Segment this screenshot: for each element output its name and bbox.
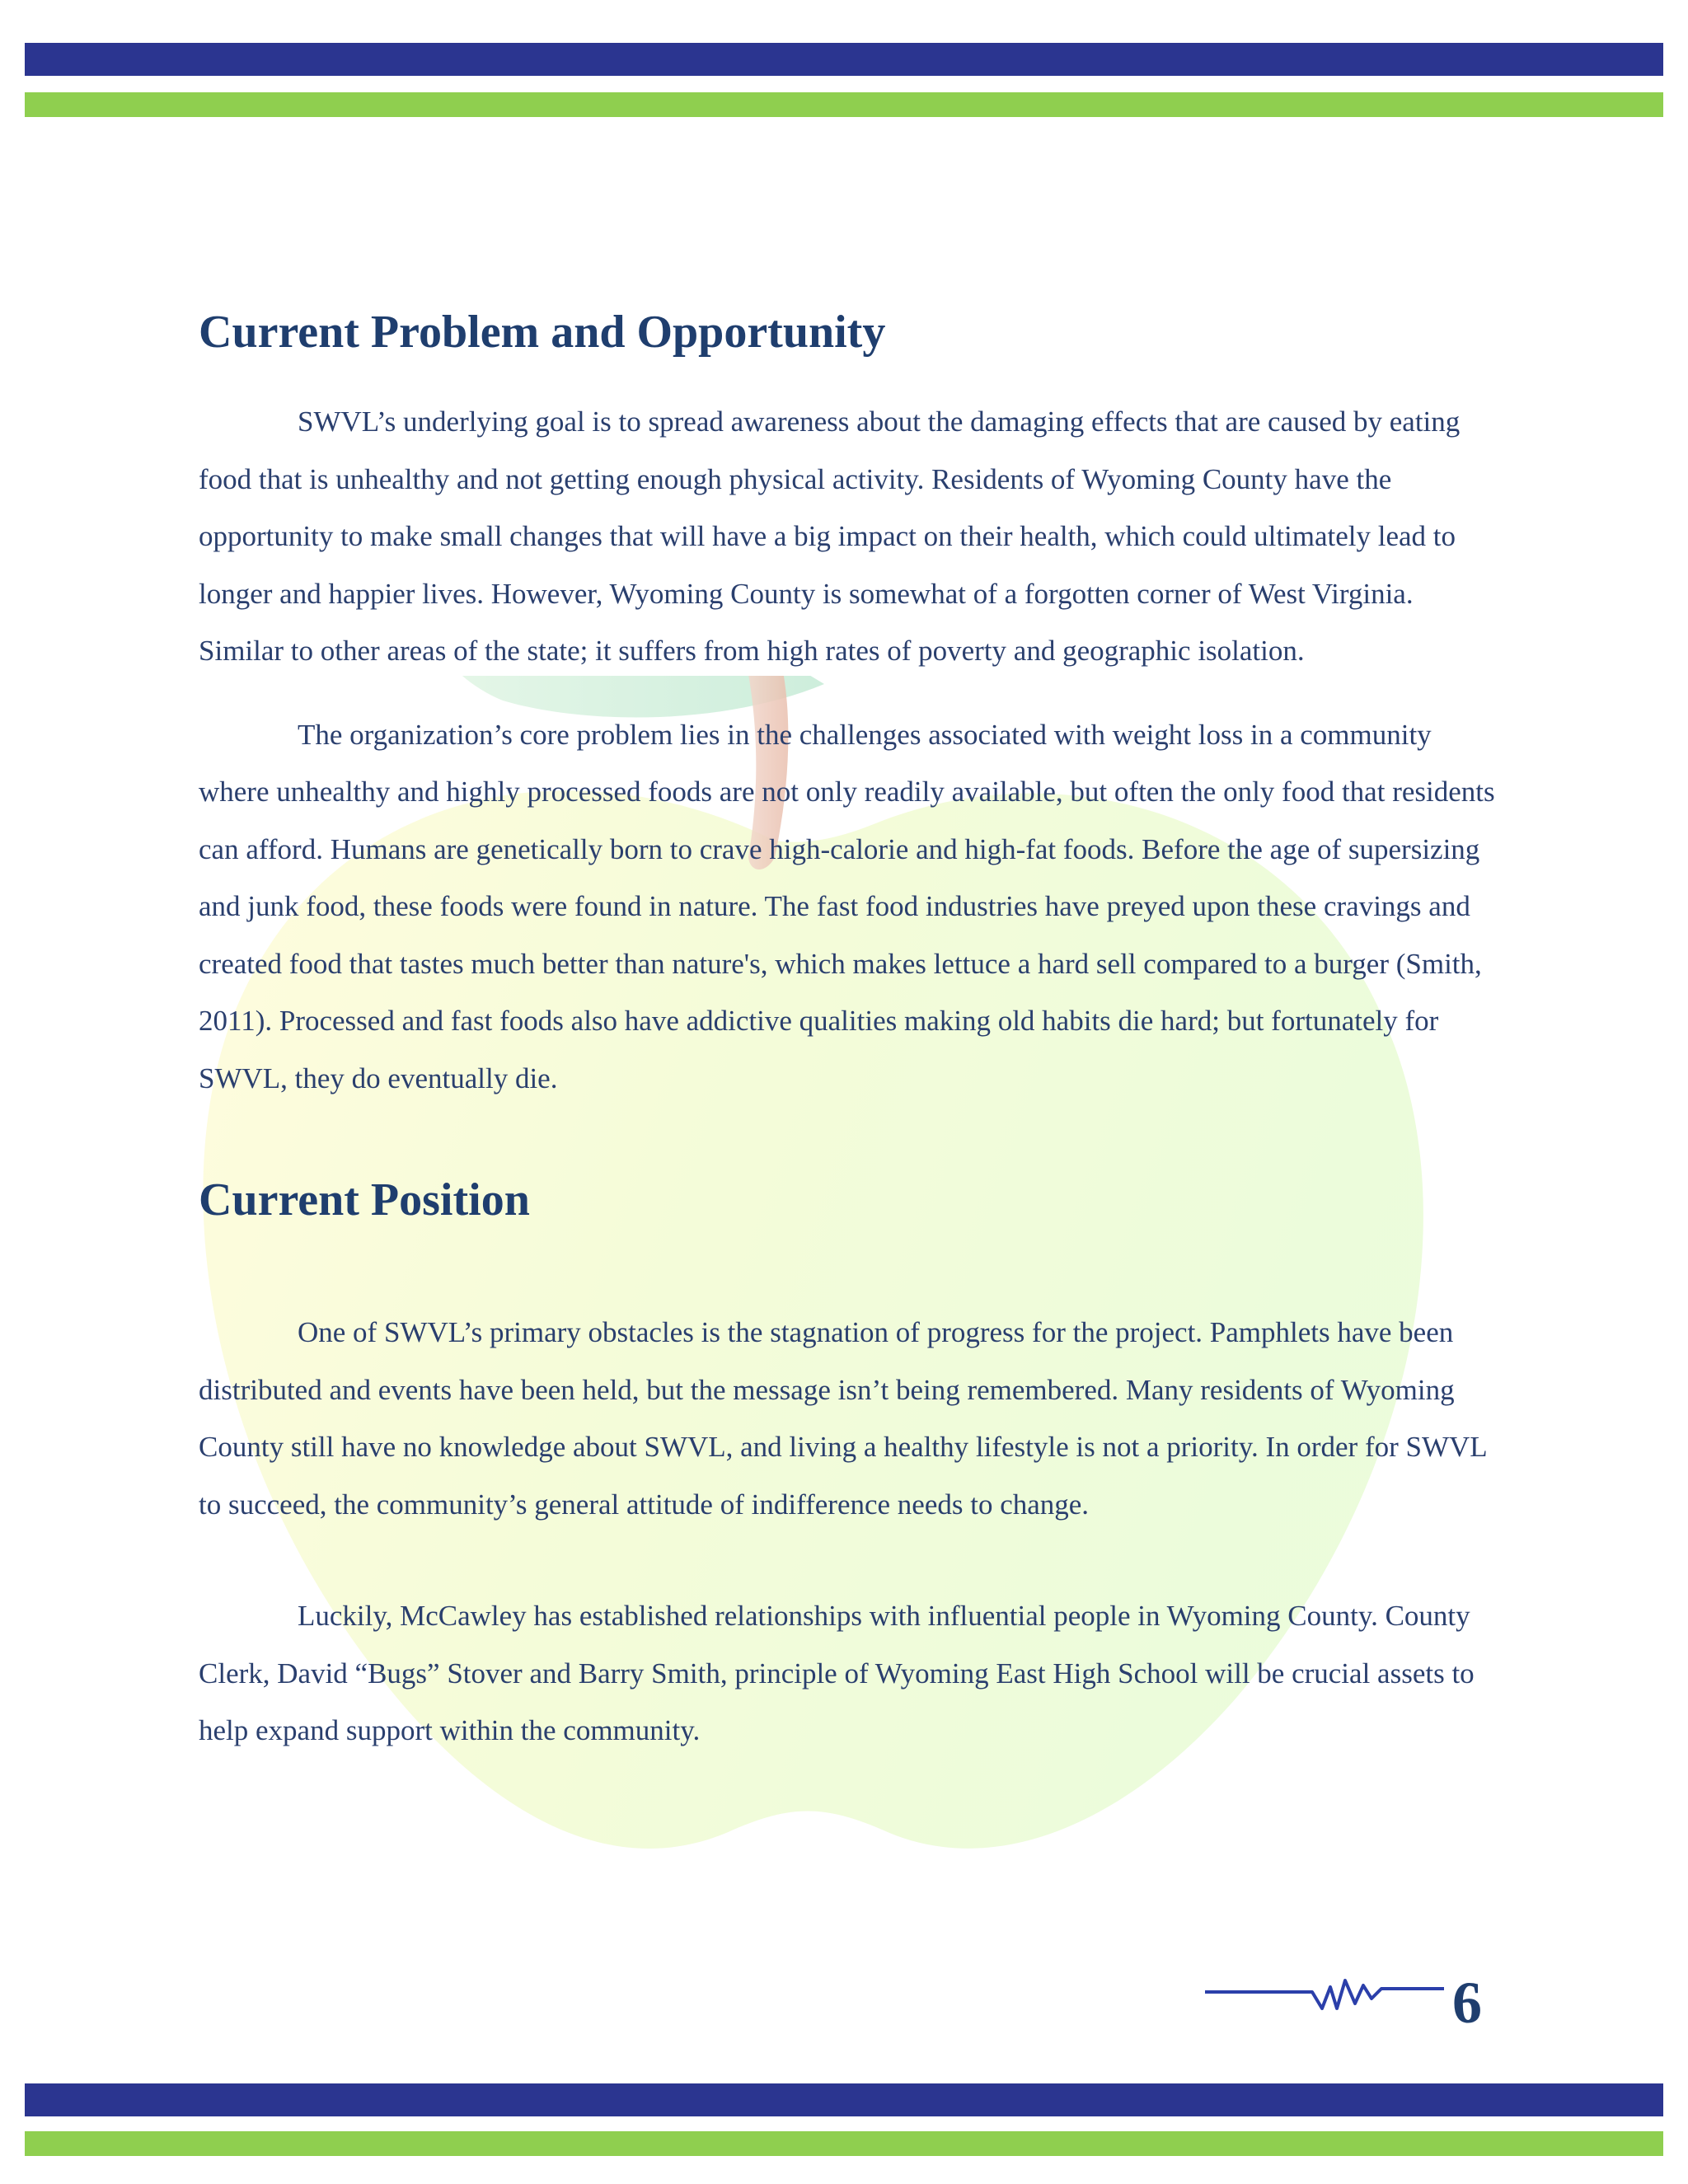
page-content bbox=[199, 305, 1501, 1760]
body-paragraph: One of SWVL’s primary obstacles is the stagnation of progress for the project. Pamphlets have been distributed and events have been held, but the message isn’t being remembered. Many residents of Wyoming County still have no knowledge about SWVL, and living a healthy lifestyle is not a priority. In order for SWVL to succeed, the community’s general attitude of indifference needs to change. bbox=[199, 1316, 1487, 1521]
top-green-band bbox=[25, 92, 1663, 117]
bottom-blue-band bbox=[25, 2083, 1663, 2116]
page-number: 6 bbox=[1452, 1970, 1482, 2036]
body-paragraph: Luckily, McCawley has established relationships with influential people in Wyoming County. County Clerk, David “Bugs” Stover and Barry Smith, principle of Wyoming East High School will be crucial assets to help expand support within the community. bbox=[199, 1600, 1475, 1747]
bottom-green-band bbox=[25, 2131, 1663, 2156]
section-title-problem-opportunity: Current Problem and Opportunity bbox=[199, 307, 886, 358]
body-paragraph: SWVL’s underlying goal is to spread awareness about the damaging effects that are caused by eating food that is unhealthy and not getting enough physical activity. Residents of Wyoming County have the opportunity to make small changes that will have a big impact on their health, which could ultimately lead to longer and happier lives. However, Wyoming County is somewhat of a forgotten corner of West Virginia. Similar to other areas of the state; it suffers from high rates of poverty and geographic isolation. bbox=[199, 405, 1461, 668]
body-paragraph: The organization’s core problem lies in the challenges associated with weight loss in a community where unhealthy and highly processed foods are not only readily available, but often the only food that residents can afford. Humans are genetically born to crave high-calorie and high-fat foods. Before the age of supersizing and junk food, these foods were found in nature. The fast food industries have preyed upon these cravings and created food that tastes much better than nature's, which makes lettuce a hard sell compared to a burger (Smith, 2011). Processed and fast foods also have addictive qualities making old habits die hard; but fortunately for SWVL, they do eventually die. bbox=[199, 718, 1495, 1094]
heartbeat-line-icon bbox=[1205, 1974, 1444, 2023]
top-blue-band bbox=[25, 43, 1663, 76]
section-title-current-position: Current Position bbox=[199, 1174, 530, 1226]
